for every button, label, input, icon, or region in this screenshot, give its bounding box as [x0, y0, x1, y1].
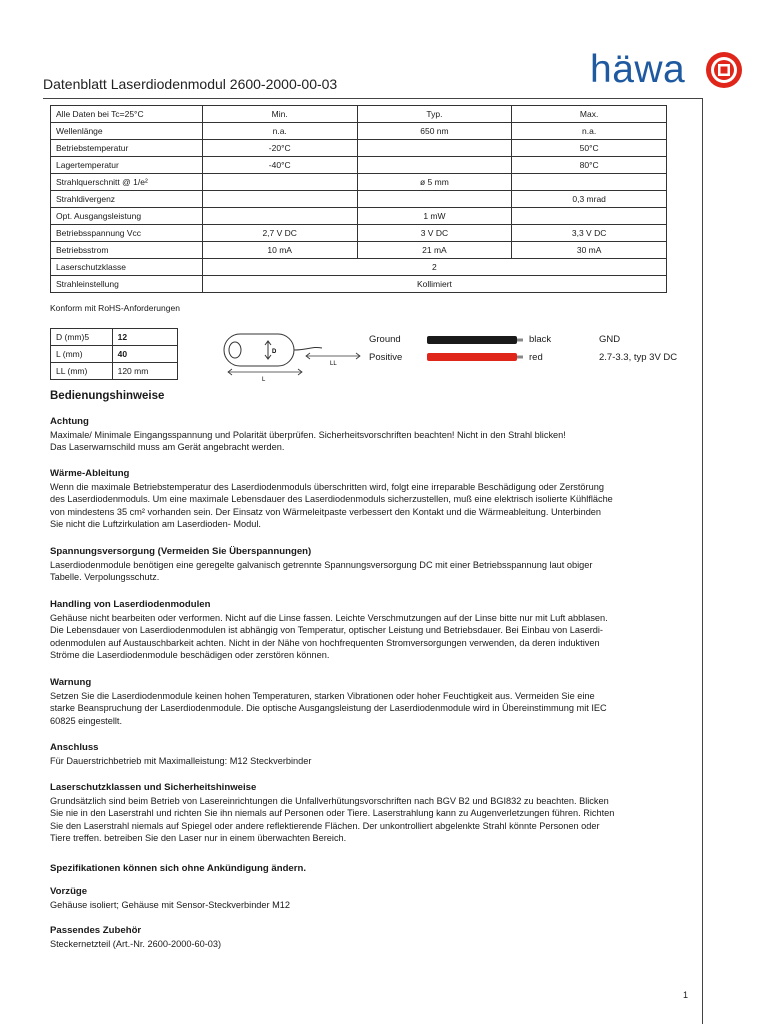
table-cell: Max.: [512, 106, 667, 123]
instruction-section: [50, 925, 690, 950]
section-text: Maximale/ Minimale Eingangsspannung und Polarität überprüfen. Sicherheitsvorschriften beachten! Nicht in den Strahl blicken!: [50, 429, 566, 440]
section-heading: Handling von Laserdiodenmodulen: [50, 599, 211, 610]
section-heading: Laserschutzklassen und Sicherheitshinweise: [50, 782, 257, 793]
section-text: Laserdiodenmodule benötigen eine geregelte galvanisch getrennte Spannungsversorgung DC mit einer Betriebsspannung laut obiger: [50, 559, 593, 570]
spec-change-note: Spezifikationen können sich ohne Ankündigung ändern.: [50, 863, 307, 874]
dim-label: LL (mm): [51, 363, 113, 380]
table-cell: [357, 140, 512, 157]
table-cell: [357, 191, 512, 208]
table-row: [51, 276, 667, 293]
table-cell: Wellenlänge: [51, 123, 203, 140]
section-text: Tabelle. Verpolungsschutz.: [50, 572, 160, 583]
section-text: Für Dauerstrichbetrieb mit Maximalleistung: M12 Steckverbinder: [50, 755, 312, 766]
table-cell: 650 nm: [357, 123, 512, 140]
section-text: Das Laserwarnschild muss am Gerät angebracht werden.: [50, 442, 285, 453]
table-cell: -20°C: [202, 140, 357, 157]
section-heading: Achtung: [50, 416, 89, 427]
table-cell: n.a.: [512, 123, 667, 140]
page-number: 1: [683, 990, 689, 1000]
table-cell: Alle Daten bei Tc=25°C: [51, 106, 203, 123]
table-cell: 80°C: [512, 157, 667, 174]
table-row: [51, 346, 178, 363]
dim-label: L (mm): [51, 346, 113, 363]
dim-d-label: D: [272, 349, 277, 355]
section-text: Wenn die maximale Betriebstemperatur des Laserdiodenmoduls überschritten wird, folgt eine irreparable Beschädigung oder Zerstörung: [50, 481, 604, 492]
table-cell: Opt. Ausgangsleistung: [51, 208, 203, 225]
table-cell: Kollimiert: [202, 276, 666, 293]
dimension-table: [50, 328, 178, 380]
wire-ground-signal: GND: [599, 334, 621, 345]
instruction-section: [50, 599, 690, 662]
section-text: des Laserdiodenmoduls. Um eine maximale Lebensdauer des Laserdiodenmoduls sicherzustellen, muß eine elektrisch isolierte Kühlfläche: [50, 494, 613, 505]
wire-positive-color: red: [529, 352, 543, 363]
table-cell: [512, 208, 667, 225]
table-row: [51, 140, 667, 157]
instruction-section: [50, 416, 690, 454]
table-cell: Typ.: [357, 106, 512, 123]
section-title: Bedienungshinweise: [50, 390, 165, 402]
dim-label: D (mm)5: [51, 329, 113, 346]
table-cell: 21 mA: [357, 242, 512, 259]
section-text: Steckernetzteil (Art.-Nr. 2600-2000-60-03): [50, 938, 222, 949]
table-cell: Betriebsstrom: [51, 242, 203, 259]
instruction-section: [50, 468, 690, 531]
instruction-section: [50, 677, 690, 727]
table-row: [51, 174, 667, 191]
section-heading: Passendes Zubehör: [50, 925, 142, 936]
table-cell: [202, 208, 357, 225]
table-cell: 2: [202, 259, 666, 276]
section-text: Sie den Laserstrahl niemals auf Spiegel oder andere reflektierende Flächen. Der unkontrolliert abgelenkte Strahl könnte Personen oder: [50, 820, 600, 831]
table-row: [51, 363, 178, 380]
section-heading: Spannungsversorgung (Vermeiden Sie Überspannungen): [50, 546, 312, 557]
section-text: Setzen Sie die Laserdiodenmodule keinen hohen Temperaturen, starken Vibrationen oder hoher Feuchtigkeit aus. Vermeiden Sie eine: [50, 690, 595, 701]
dim-l-label: L: [262, 377, 266, 383]
dim-value: 12: [112, 329, 177, 346]
table-row: [51, 123, 667, 140]
table-cell: 30 mA: [512, 242, 667, 259]
table-cell: -40°C: [202, 157, 357, 174]
logo-mark-icon: [704, 50, 744, 90]
ground-wire: [427, 336, 517, 344]
table-cell: 2,7 V DC: [202, 225, 357, 242]
section-text: Die Lebensdauer von Laserdiodenmodulen ist abhängig von Temperatur, optischer Leistung und Betriebsdauer. Bei Einbau von Laserdi-: [50, 625, 603, 636]
table-cell: [357, 157, 512, 174]
instruction-section: [50, 546, 690, 584]
section-heading: Vorzüge: [50, 886, 88, 897]
brand-logo: [590, 50, 750, 96]
module-drawing: [222, 328, 362, 384]
table-row: [51, 259, 667, 276]
spec-table: [50, 105, 667, 293]
positive-wire: [427, 353, 517, 361]
table-cell: Strahldivergenz: [51, 191, 203, 208]
table-row: [51, 191, 667, 208]
table-cell: [202, 191, 357, 208]
table-cell: 3 V DC: [357, 225, 512, 242]
section-text: starke Beanspruchung der Laserdiodenmodule. Die optische Ausgangsleistung der Laserdiodenmodule wird in Übereinstimmung mit IEC: [50, 703, 607, 714]
table-row: [51, 242, 667, 259]
dim-ll-label: LL: [330, 361, 337, 367]
wire-positive-signal: 2.7-3.3, typ 3V DC: [599, 352, 678, 363]
table-row: [51, 208, 667, 225]
section-text: Ströme die Laserdiodenmodule beschädigen oder zerstören können.: [50, 650, 330, 661]
section-text: Sie nicht die Luftzirkulation am Laserdioden- Modul.: [50, 519, 261, 530]
instruction-section: [50, 742, 690, 767]
section-heading: Wärme-Ableitung: [50, 468, 130, 479]
dim-value: 40: [112, 346, 177, 363]
page-title: Datenblatt Laserdiodenmodul 2600-2000-00-03: [43, 76, 338, 92]
table-cell: Strahleinstellung: [51, 276, 203, 293]
table-cell: 10 mA: [202, 242, 357, 259]
table-cell: 0,3 mrad: [512, 191, 667, 208]
table-cell: Min.: [202, 106, 357, 123]
table-cell: Lagertemperatur: [51, 157, 203, 174]
section-text: Sie nie in den Laserstrahl und richten Sie ihn niemals auf Personen oder Tiere. Laserstrahlung kann zu Augenverletzungen führen. Richten: [50, 808, 615, 819]
table-cell: Betriebsspannung Vcc: [51, 225, 203, 242]
wire-positive-label: Positive: [369, 352, 403, 363]
section-heading: Warnung: [50, 677, 92, 688]
wire-ground-color: black: [529, 334, 552, 345]
section-text: von mindestens 35 cm² vorhanden sein. Der Einsatz von Wärmeleitpaste verbessert den Kontakt und die Wärmeableitung. Unterbinden: [50, 506, 602, 517]
table-cell: 1 mW: [357, 208, 512, 225]
table-cell: Strahlquerschnitt @ 1/e²: [51, 174, 203, 191]
table-cell: n.a.: [202, 123, 357, 140]
page-margin-line: [702, 98, 703, 1024]
logo-text: häwa: [590, 48, 686, 91]
section-text: Grundsätzlich sind beim Betrieb von Lasereinrichtungen die Unfallverhütungsvorschriften nach BGV B2 und BGI832 zu beachten. Blicken: [50, 795, 609, 806]
section-text: Tiere treffen. betreiben Sie den Laser nur in einem überwachten Bereich.: [50, 833, 347, 844]
wire-ground-label: Ground: [369, 334, 401, 345]
table-cell: Betriebstemperatur: [51, 140, 203, 157]
table-cell: [512, 174, 667, 191]
table-cell: 50°C: [512, 140, 667, 157]
rohs-note: Konform mit RoHS-Anforderungen: [50, 303, 180, 313]
section-text: Gehäuse nicht bearbeiten oder verformen. Nicht auf die Linse fassen. Leichte Verschmutzungen auf der Linse bitte nur mit Luft abblasen.: [50, 612, 608, 623]
instruction-section: [50, 886, 690, 911]
header-divider: [43, 98, 703, 99]
table-row: [51, 157, 667, 174]
wire-drawing: [425, 334, 525, 364]
instruction-section: [50, 782, 690, 845]
table-row: [51, 329, 178, 346]
table-cell: [202, 174, 357, 191]
section-heading: Anschluss: [50, 742, 99, 753]
table-row: [51, 106, 667, 123]
table-row: [51, 225, 667, 242]
table-cell: ø 5 mm: [357, 174, 512, 191]
table-cell: 3,3 V DC: [512, 225, 667, 242]
dim-value: 120 mm: [112, 363, 177, 380]
section-text: Gehäuse isoliert; Gehäuse mit Sensor-Steckverbinder M12: [50, 899, 291, 910]
table-cell: Laserschutzklasse: [51, 259, 203, 276]
section-text: odenmodulen auf Austauschbarkeit achten. Nicht in der Nähe von hochfrequenten Stromversorgungen verwenden, da deren induktiven: [50, 637, 600, 648]
section-text: 60825 eingestellt.: [50, 715, 123, 726]
